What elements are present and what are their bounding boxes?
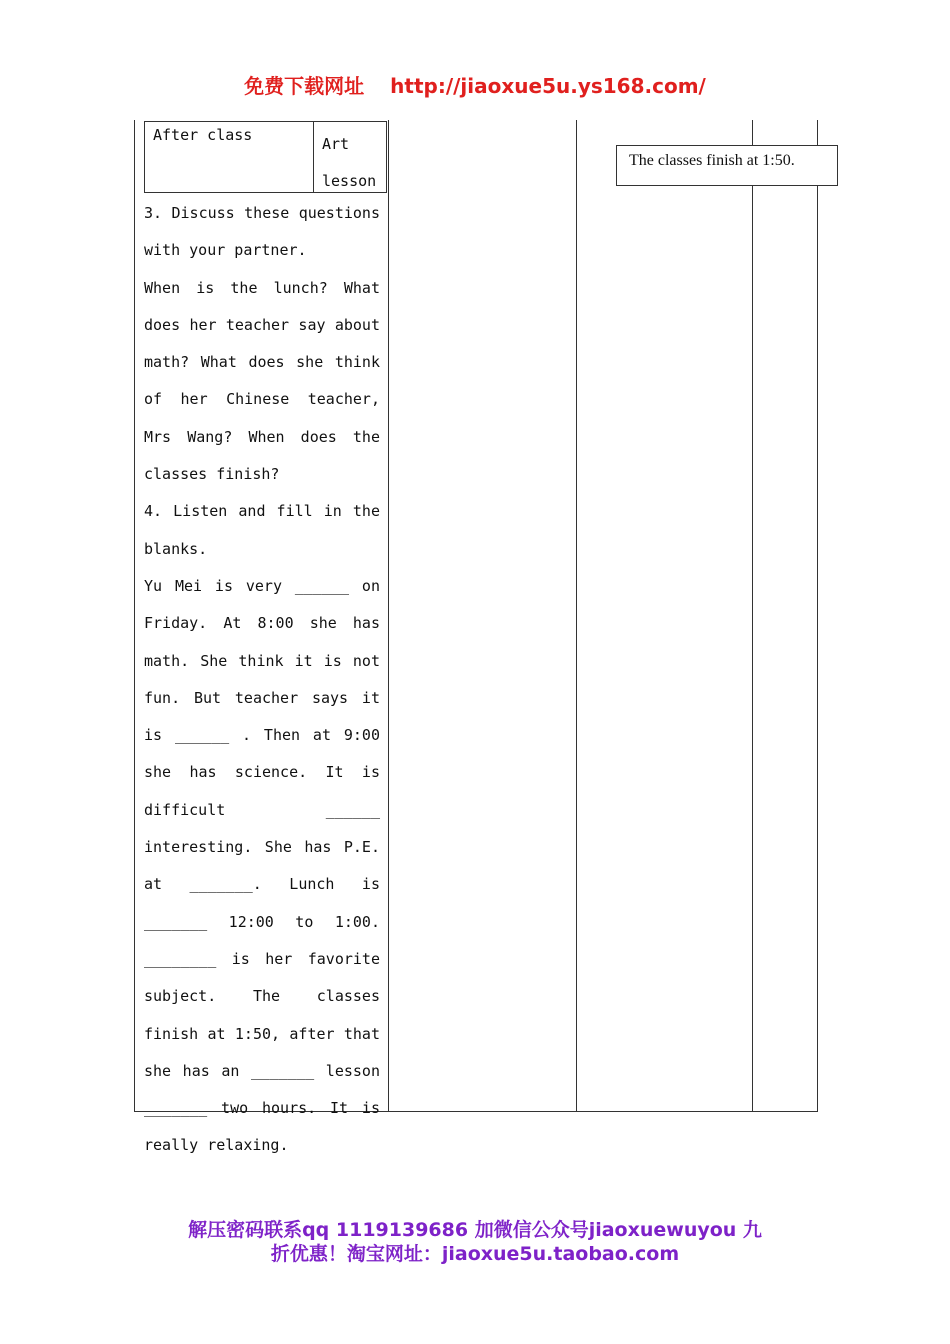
schedule-cell-time: After class — [153, 126, 253, 144]
header-label: 免费下载网址 — [244, 74, 365, 98]
exercise-content — [144, 195, 380, 1165]
page-footer — [0, 1218, 950, 1266]
page-header — [0, 70, 950, 99]
exercise-4-passage: Yu Mei is very ______ on Friday. At 8:00 she has math. She think it is not fun. But teacher says it is ______ . Then at 9:00 she has science. It is difficult ______ interesting. She has P.E. at _______. Lunch is _______ 12:00 to 1:00. ________ is her favorite subject. The classes finish at 1:50, after that she has an _______ lesson _______ two hours. It is really relaxing. — [144, 576, 380, 1155]
footer-line-2: 折优惠！淘宝网址：jiaoxue5u.taobao.com — [270, 1243, 680, 1265]
schedule-divider — [313, 122, 314, 192]
table-divider-2 — [576, 120, 577, 1111]
table-divider-1 — [388, 120, 389, 1111]
answer-note-box: The classes finish at 1:50. — [616, 145, 838, 186]
exercise-3-questions: When is the lunch? What does her teacher say about math? What does she think of her Chinese teacher, Mrs Wang? When does the classes finish? — [144, 278, 380, 484]
footer-line-1: 解压密码联系qq 1119139686 加微信公众号jiaoxuewuyou 九 — [188, 1219, 762, 1241]
exercise-4-heading: 4. Listen and fill in the blanks. — [144, 502, 380, 558]
header-url-link[interactable]: http://jiaoxue5u.ys168.com/ — [390, 74, 706, 98]
exercise-3-heading: 3. Discuss these questions with your partner. — [144, 204, 380, 260]
schedule-table — [144, 121, 387, 193]
schedule-cell-subject: Art lesson — [322, 135, 377, 190]
table-divider-3 — [752, 120, 753, 1111]
